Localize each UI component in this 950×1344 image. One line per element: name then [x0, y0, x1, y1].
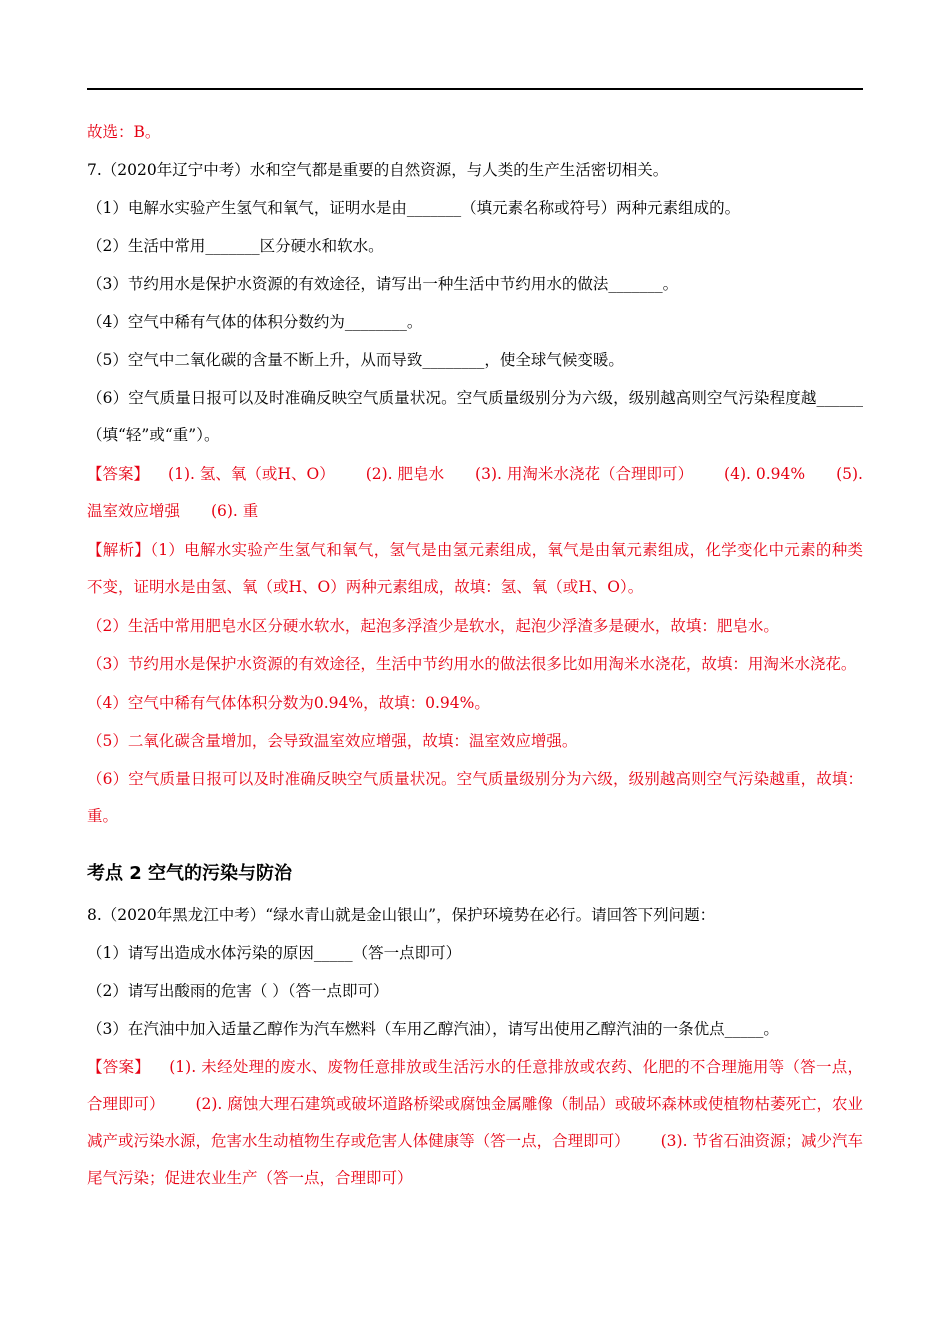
q7-analysis-1 [87, 532, 863, 606]
answer-tag: 【答案】 [87, 465, 150, 483]
section-heading: 考点 2 空气的污染与防治 [87, 863, 293, 884]
q8-answer [87, 1049, 863, 1197]
q7-answer-3: (3). 用淘米水浇花（合理即可） [475, 465, 694, 483]
q7-analysis-3: （3）节约用水是保护水资源的有效途径，生活中节约用水的做法很多比如用淘米水浇花，故填：用淘米水浇花。 [87, 655, 857, 673]
answer-tag: 【答案】 [87, 1058, 151, 1076]
header-rule [87, 88, 863, 90]
q7-analysis-4: （4）空气中稀有气体体积分数为0.94%，故填：0.94%。 [87, 694, 490, 712]
q8-answer-2: (2). 腐蚀大理石建筑或破坏道路桥梁或腐蚀金属雕像（制品）或破坏森林或使植物枯萎死亡，农业减产或污染水源，危害水生动植物生存或危害人体健康等（答一点，合理即可） [87, 1095, 863, 1150]
q6-conclusion: 故选：B。 [87, 123, 161, 141]
q7-part-3: （3）节约用水是保护水资源的有效途径，请写出一种生活中节约用水的做法_______。 [87, 275, 679, 293]
q7-answer-1: (1). 氢、氧（或H、O） [168, 465, 335, 483]
q8-answer-1: (1). 未经处理的废水、废物任意排放或生活污水的任意排放或农药、化肥的不合理施用等（答一点，合理即可） [87, 1058, 863, 1113]
q7-answer-4: (4). 0.94% [724, 465, 806, 483]
q7-part-2: （2）生活中常用_______区分硬水和软水。 [87, 237, 384, 255]
q8-stem: 8.（2020年黑龙江中考）“绿水青山就是金山银山”，保护环境势在必行。请回答下列问题： [87, 906, 716, 924]
q7-part-5: （5）空气中二氧化碳的含量不断上升，从而导致________，使全球气候变暖。 [87, 351, 624, 369]
page-content [87, 122, 863, 1207]
q7-stem: 7.（2020年辽宁中考）水和空气都是重要的自然资源，与人类的生产生活密切相关。 [87, 161, 669, 179]
q7-part-1: （1）电解水实验产生氢气和氧气，证明水是由_______（填元素名称或符号）两种元素组成的。 [87, 199, 741, 217]
q7-analysis-2: （2）生活中常用肥皂水区分硬水软水，起泡多浮渣少是软水，起泡少浮渣多是硬水，故填：肥皂水。 [87, 617, 779, 635]
q7-answer [87, 456, 863, 530]
q7-analysis-5: （5）二氧化碳含量增加，会导致温室效应增强，故填：温室效应增强。 [87, 732, 578, 750]
q7-answer-5: (5). 温室效应增强 [87, 465, 863, 520]
q7-answer-6: (6). 重 [210, 502, 259, 520]
q8-part-2: （2）请写出酸雨的危害（ ）（答一点即可） [87, 982, 389, 1000]
q8-part-1: （1）请写出造成水体污染的原因_____（答一点即可） [87, 944, 462, 962]
q7-analysis-6: （6）空气质量日报可以及时准确反映空气质量状况。空气质量级别分为六级，级别越高则空气污染越重，故填：重。 [87, 770, 863, 825]
q7-answer-2: (2). 肥皂水 [365, 465, 445, 483]
q7-part-4: （4）空气中稀有气体的体积分数约为________。 [87, 313, 423, 331]
q8-part-3: （3）在汽油中加入适量乙醇作为汽车燃料（车用乙醇汽油），请写出使用乙醇汽油的一条优点_____。 [87, 1020, 779, 1038]
analysis-text: （1）电解水实验产生氢气和氧气，氢气是由氢元素组成，氧气是由氧元素组成，化学变化中元素的种类不变，证明水是由氢、氧（或H、O）两种元素组成，故填：氢、氧（或H、O）。 [87, 541, 863, 596]
analysis-tag: 【解析】 [87, 541, 151, 559]
q8-answer-3: (3). 节省石油资源；减少汽车尾气污染；促进农业生产（答一点，合理即可） [87, 1132, 863, 1187]
q7-part-6: （6）空气质量日报可以及时准确反映空气质量状况。空气质量级别分为六级，级别越高则空气污染程度越______（填“轻”或“重”）。 [87, 389, 863, 444]
